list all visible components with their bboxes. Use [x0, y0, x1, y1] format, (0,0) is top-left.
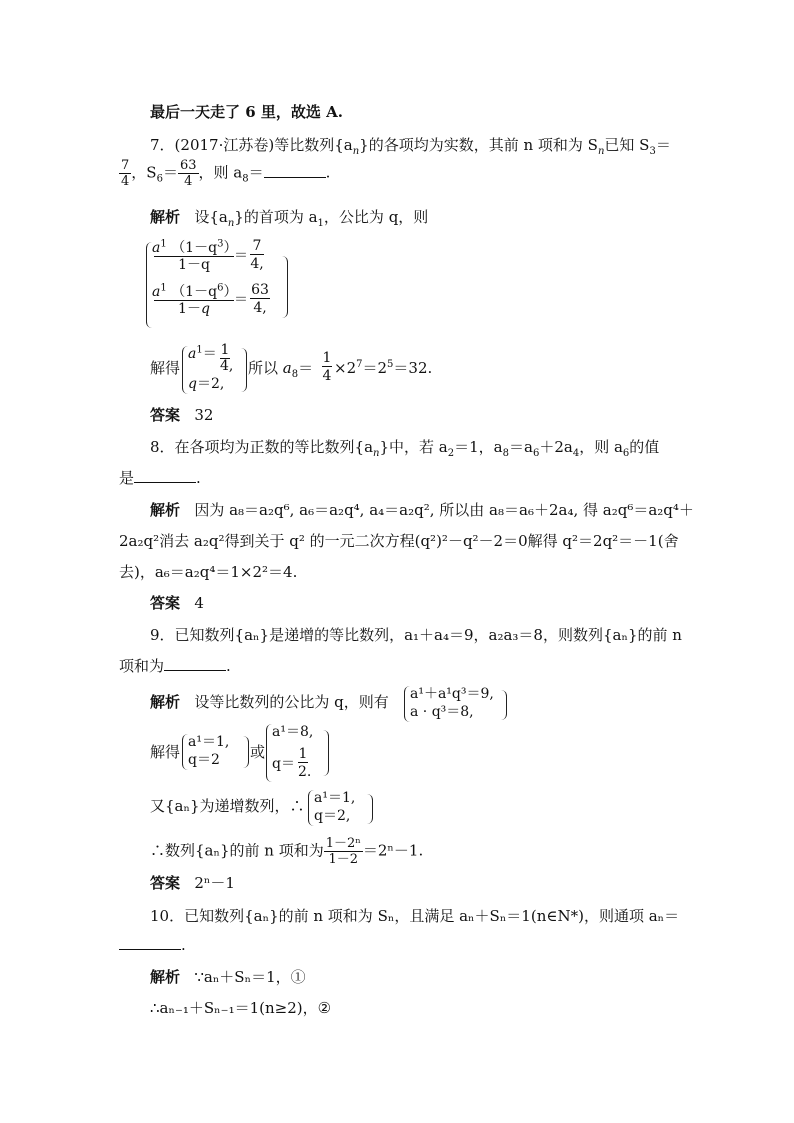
problem-10-line-1: 10．已知数列{aₙ}的前 n 项和为 Sₙ，且满足 aₙ＋Sₙ＝1(n∈N*)，则通项 aₙ＝: [150, 907, 680, 925]
solved-system-7: 解得 $a^1=$ 1 4, q＝2, 所以 $a_8=$ 1 4 $\times 2^7=2^5=32$.: [150, 342, 433, 392]
problem-9-line-1: 9．已知数列{aₙ}是递增的等比数列，a₁＋a₄＝9，a₂a₃＝8，则数列{aₙ}的前 n: [150, 626, 682, 644]
problem-8-line-1: 8．在各项均为正数的等比数列$\{a_n\}$中，若 $a_2=1$，$a_8=a_6+2a_4$，则 $a_6$的值: [150, 438, 660, 459]
sum-formula-9: ∴数列{aₙ}的前 n 项和为 $\frac{\text{1－2ⁿ}}{1-2}$ ＝2ⁿ－1.: [150, 836, 424, 867]
solution-8-line-3: 去)，a₆＝a₂q⁴＝1×2²＝4.: [119, 563, 298, 581]
problem-7-line-1: 7．(2017·江苏卷)等比数列$\{a_n\}$的各项均为实数，其前 n 项和为 $S_n$已知 $S_3=$: [150, 136, 671, 157]
answer-blank-9: [164, 656, 226, 671]
problem-8-line-2: 是 .: [119, 469, 201, 487]
solution-8-line-2: 2a₂q²消去 a₂q²得到关于 q² 的一元二次方程(q²)²－q²－2＝0解得 q²＝2q²＝－1(舍: [119, 532, 679, 550]
problem-9-line-2: 项和为 .: [119, 657, 231, 675]
solution-7-intro: 解析 设$\{a_n\}$的首项为 $a_1$，公比为 q，则: [150, 208, 429, 229]
fraction-7-4: $\frac{7}{4}$: [121, 158, 130, 189]
solution-10-line-2: ∴aₙ₋₁＋Sₙ₋₁＝1(n≥2)，②: [150, 999, 332, 1017]
answer-7: 答案 32: [150, 406, 214, 424]
fraction-63-4: $\frac{63}{4}$: [179, 158, 197, 189]
fraction-sum-9: $\frac{\text{1－2ⁿ}}{1-2}$: [325, 836, 361, 867]
solved-system-9: 解得 a¹＝1, q＝2 或 a¹＝8, q＝ 1 2.: [150, 722, 450, 786]
solution-8-line-1: 解析 因为 a₈＝a₂q⁶, a₆＝a₂q⁴, a₄＝a₂q², 所以由 a₈＝a₆＋2a₄, 得 a₂q⁶＝a₂q⁴＋: [150, 501, 694, 519]
answer-blank-7: [264, 163, 326, 178]
solution-9-intro: 解析 设等比数列的公比为 q，则有 a¹＋a¹q³＝9, a · q³＝8,: [150, 684, 530, 724]
answer-9: 答案 2ⁿ－1: [150, 874, 235, 892]
equation-system-7: $a^1$ $(1-q^3)$ 1－q ＝ 7 4, $a^1$ $(1-q^6)$ 1－q ＝ 63 4,: [146, 236, 291, 332]
conclusion-line: 最后一天走了 6 里，故选 A.: [150, 103, 343, 121]
increasing-condition-9: 又{aₙ}为递增数列，∴ a¹＝1, q＝2,: [150, 788, 450, 828]
problem-7-line-2: $\frac{7}{4}$ ，$S_6=$ $\frac{63}{4}$ ，则 $a_8=$ .: [121, 158, 331, 189]
answer-8: 答案 4: [150, 594, 204, 612]
answer-blank-10: [119, 935, 181, 950]
solution-10-line-1: 解析 ∵aₙ＋Sₙ＝1，①: [150, 968, 306, 986]
problem-10-line-2: .: [119, 935, 186, 955]
answer-blank-8: [134, 468, 196, 483]
